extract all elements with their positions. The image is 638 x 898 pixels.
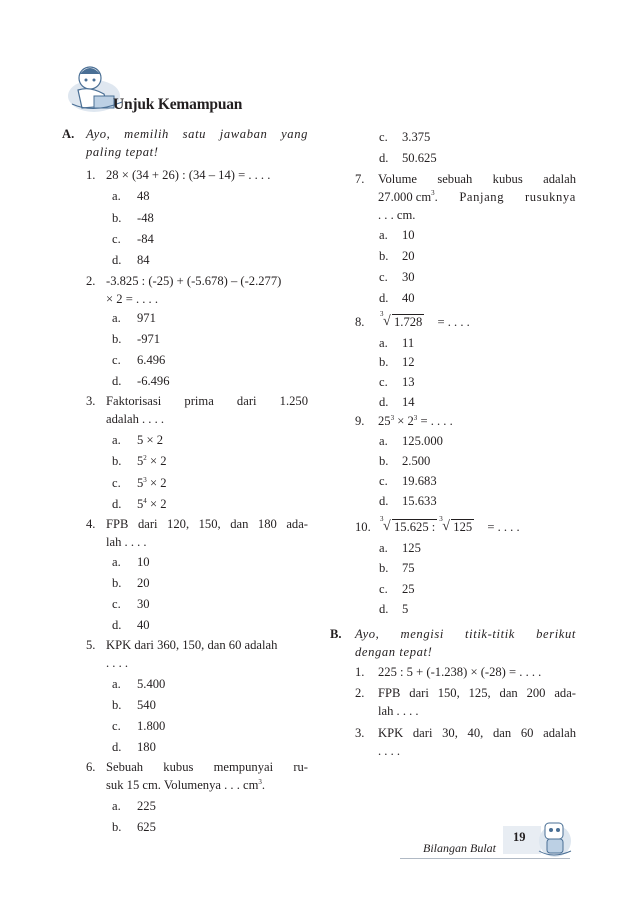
option-value: 75 (402, 561, 415, 575)
option-value: 3.375 (402, 130, 431, 144)
option-label: b. (112, 211, 122, 225)
option-label: a. (112, 555, 121, 569)
option-value: 15.633 (402, 494, 437, 508)
option-label: a. (379, 228, 388, 242)
option-label: b. (112, 698, 122, 712)
option-value: 12 (402, 355, 415, 369)
cube-root-expression: 3 √ 1.728 = . . . . (380, 310, 470, 329)
question-text: 27.000 cm 3 . Panjang rusuknya (378, 189, 576, 204)
option-label: c. (112, 232, 121, 246)
question-number: 3. (86, 394, 96, 408)
option-value: 971 (137, 311, 156, 325)
option-value: 14 (402, 395, 415, 409)
question-text: suk 15 cm. Volumenya . . . $cm^3$. (106, 778, 266, 792)
question-text: × 2 = . . . . (106, 292, 158, 306)
option-value: $5^2 \times 2$ (137, 454, 167, 468)
option-label: d. (379, 395, 389, 409)
section-b-intro-line1: Ayo, mengisi titik-titik berikut (355, 627, 576, 641)
option-label: b. (112, 454, 122, 468)
option-value: -84 (137, 232, 154, 246)
question-text: . . . . (106, 656, 129, 670)
option-value: 13 (402, 375, 415, 389)
option-label: d. (112, 618, 122, 632)
option-value: 225 (137, 799, 156, 813)
question-text: lah . . . . (378, 704, 419, 718)
option-value: 30 (137, 597, 150, 611)
option-value: 48 (137, 189, 150, 203)
option-value: $5^4 \times 2$ (137, 497, 167, 511)
option-value: 540 (137, 698, 156, 712)
option-label: d. (112, 740, 122, 754)
option-value: 20 (137, 576, 150, 590)
option-value: 5 (402, 602, 409, 616)
option-value: 50.625 (402, 151, 437, 165)
question-number: 7. (355, 172, 365, 186)
option-label: a. (112, 189, 121, 203)
question-text: KPK dari 360, 150, dan 60 adalah (106, 638, 278, 652)
chapter-name: Bilangan Bulat (423, 841, 496, 855)
section-b-letter: B. (330, 627, 342, 641)
section-a-letter: A. (62, 127, 75, 141)
option-label: a. (379, 541, 388, 555)
question-number: 2. (86, 274, 96, 288)
question-number: 10. (355, 520, 371, 534)
option-value: 84 (137, 253, 150, 267)
cube-root-expression: 3 √ 15.625 : 3 √ 125 = . . . . (380, 515, 520, 534)
question-text: FPB dari 150, 125, dan 200 ada- (378, 686, 576, 700)
question-text: 225 : 5 + (-1.238) × (-28) = . . . . (378, 665, 542, 679)
option-label: c. (379, 130, 388, 144)
question-number: 5. (86, 638, 96, 652)
option-label: b. (112, 820, 122, 834)
option-label: d. (379, 494, 389, 508)
question-text: . . . cm. (378, 208, 416, 222)
option-value: 125.000 (402, 434, 443, 448)
question-number: 2. (355, 686, 365, 700)
option-value: 10 (137, 555, 150, 569)
question-number: 6. (86, 760, 96, 774)
question-text: FPB dari 120, 150, dan 180 ada- (106, 517, 308, 531)
option-value: 180 (137, 740, 156, 754)
question-text: $25^3 \times 2^3$ = . . . . (378, 414, 453, 428)
question-number: 1. (355, 665, 365, 679)
option-label: d. (112, 253, 122, 267)
option-value: 40 (402, 291, 415, 305)
question-text: lah . . . . (106, 535, 147, 549)
option-value: -6.496 (137, 374, 170, 388)
option-value: 2.500 (402, 454, 431, 468)
section-a-intro-line2: paling tepat! (86, 145, 159, 159)
option-value: 30 (402, 270, 415, 284)
option-label: a. (379, 434, 388, 448)
option-value: 1.800 (137, 719, 166, 733)
question-number: 4. (86, 517, 96, 531)
option-label: c. (379, 582, 388, 596)
option-label: c. (112, 597, 121, 611)
option-value: -48 (137, 211, 154, 225)
question-text: 28 × (34 + 26) : (34 – 14) = . . . . (106, 168, 271, 182)
option-label: c. (379, 270, 388, 284)
section-title: Unjuk Kemampuan (113, 96, 243, 113)
option-value: 125 (402, 541, 421, 555)
question-number: 9. (355, 414, 365, 428)
option-label: d. (112, 374, 122, 388)
question-number: 1. (86, 168, 96, 182)
question-text: Faktorisasi prima dari 1.250 (106, 394, 308, 408)
question-number: 3. (355, 726, 365, 740)
option-value: 40 (137, 618, 150, 632)
option-label: d. (379, 151, 389, 165)
question-number: 8. (355, 315, 365, 329)
option-value: 19.683 (402, 474, 437, 488)
option-label: a. (112, 433, 121, 447)
option-label: c. (112, 476, 121, 490)
question-text: Sebuah kubus mempunyai ru- (106, 760, 308, 774)
option-value: $5^3 \times 2$ (137, 476, 167, 490)
option-value: 25 (402, 582, 415, 596)
section-a-intro-line1: Ayo, memilih satu jawaban yang (86, 127, 308, 141)
option-value: 5 × 2 (137, 433, 163, 447)
option-label: b. (379, 249, 389, 263)
question-text: -3.825 : (-25) + (-5.678) – (-2.277) (106, 274, 282, 288)
option-value: 20 (402, 249, 415, 263)
option-label: d. (379, 291, 389, 305)
option-value: 6.496 (137, 353, 166, 367)
option-label: b. (112, 576, 122, 590)
question-text: adalah . . . . (106, 412, 165, 426)
option-value: 11 (402, 336, 415, 350)
question-text: KPK dari 30, 40, dan 60 adalah (378, 726, 576, 740)
option-label: a. (112, 677, 121, 691)
option-label: d. (112, 497, 122, 511)
section-b-intro-line2: dengan tepat! (355, 645, 433, 659)
option-label: c. (379, 474, 388, 488)
option-label: a. (112, 799, 121, 813)
option-label: c. (112, 719, 121, 733)
option-label: b. (379, 561, 389, 575)
option-label: b. (379, 454, 389, 468)
option-value: 5.400 (137, 677, 166, 691)
option-value: 10 (402, 228, 415, 242)
page-number: 19 (513, 830, 526, 844)
robot-illustration (533, 811, 573, 859)
option-label: b. (379, 355, 389, 369)
option-label: c. (112, 353, 121, 367)
option-value: -971 (137, 332, 161, 346)
option-label: a. (379, 336, 388, 350)
option-value: 625 (137, 820, 156, 834)
question-text: Volume sebuah kubus adalah (378, 172, 576, 186)
option-label: c. (379, 375, 388, 389)
option-label: a. (112, 311, 121, 325)
option-label: d. (379, 602, 389, 616)
option-label: b. (112, 332, 122, 346)
question-text: . . . . (378, 744, 401, 758)
